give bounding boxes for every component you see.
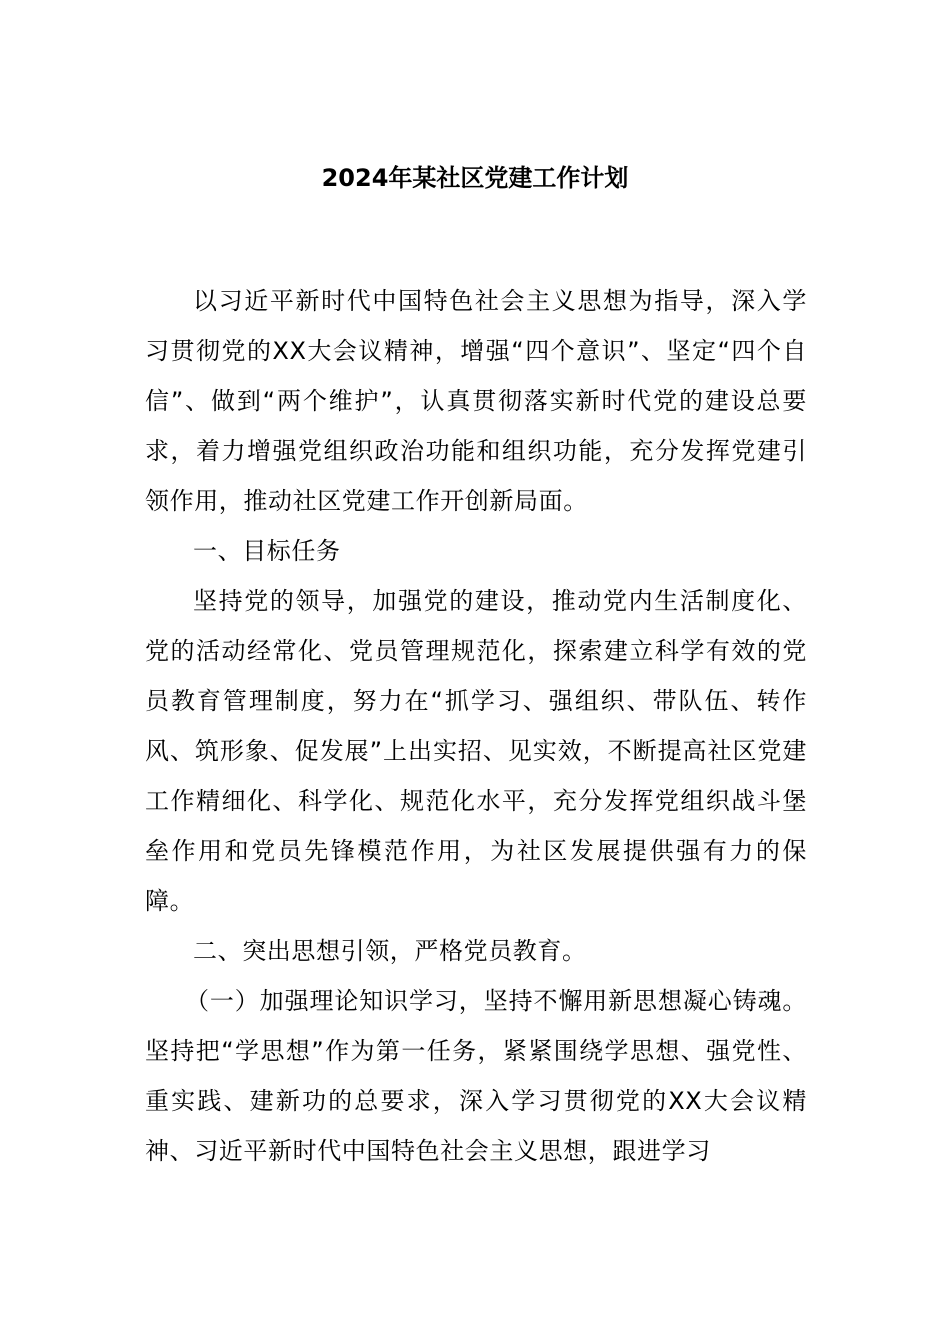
goals-paragraph: 坚持党的领导，加强党的建设，推动党内生活制度化、党的活动经常化、党员管理规范化，探索建立科学有效的党员教育管理制度，努力在“抓学习、强组织、带队伍、转作风、筑形象、促发展”上出实招、见实效，不断提高社区党建工作精细化、科学化、规范化水平，充分发挥党组织战斗堡垒作用和党员先锋模范作用，为社区发展提供强有力的保障。 xyxy=(145,587,807,915)
document-body xyxy=(145,276,807,1176)
intro-paragraph: 以习近平新时代中国特色社会主义思想为指导，深入学习贯彻党的XX大会议精神，增强“四个意识”、坚定“四个自信”、做到“两个维护”，认真贯彻落实新时代党的建设总要求，着力增强党组织政治功能和组织功能，充分发挥党建引领作用，推动社区党建工作开创新局面。 xyxy=(145,287,807,515)
document-title: 2024年某社区党建工作计划 xyxy=(321,164,629,192)
section-heading-goals: 一、目标任务 xyxy=(193,537,341,565)
subsection-paragraph-theory: （一）加强理论知识学习，坚持不懈用新思想凝心铸魂。坚持把“学思想”作为第一任务，紧紧围绕学思想、强党性、重实践、建新功的总要求，深入学习贯彻党的XX大会议精神、习近平新时代中国特色社会主义思想，跟进学习 xyxy=(145,987,807,1165)
section-heading-ideology: 二、突出思想引领，严格党员教育。 xyxy=(193,937,587,965)
